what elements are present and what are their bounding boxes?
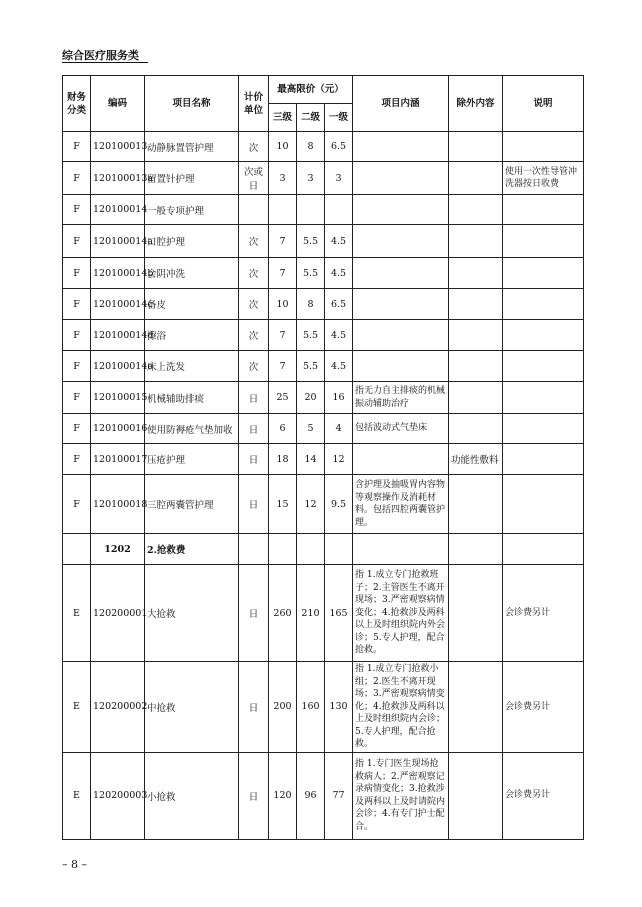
cell-content: 包括波动式气垫床 [353, 414, 449, 444]
cell-name: 留置针护理 [145, 162, 239, 195]
cell-code: 120200002 [91, 662, 145, 753]
table-row [63, 752, 584, 839]
cell-code: 120100014b [91, 258, 145, 289]
cell-excluded [449, 534, 503, 565]
cell-name: 使用防褥疮气垫加收 [145, 414, 239, 444]
cell-content [353, 444, 449, 475]
cell-name: 口腔护理 [145, 225, 239, 258]
col-header-code: 编码 [91, 76, 145, 132]
cell-code: 120100013a [91, 162, 145, 195]
cell-excluded [449, 752, 503, 839]
cell-unit: 次 [239, 258, 269, 289]
cell-price-level2: 5.5 [297, 351, 325, 382]
cell-code: 120100017 [91, 444, 145, 475]
cell-price-level1 [325, 195, 353, 225]
table-row [63, 162, 584, 195]
cell-price-level3: 18 [269, 444, 297, 475]
cell-note [503, 475, 584, 534]
cell-price-level2: 210 [297, 565, 325, 662]
cell-note [503, 225, 584, 258]
cell-name: 会阴冲洗 [145, 258, 239, 289]
cell-price-level1: 9.5 [325, 475, 353, 534]
cell-category: F [63, 162, 91, 195]
cell-price-level1 [325, 534, 353, 565]
cell-name: 擦浴 [145, 320, 239, 351]
cell-content [353, 351, 449, 382]
cell-content [353, 289, 449, 320]
cell-price-level3 [269, 534, 297, 565]
cell-content: 指 1.专门医生现场抢救病人；2.严密观察记录病情变化；3.抢救涉及两科以上及时请院内会诊；4.有专门护士配合。 [353, 752, 449, 839]
cell-unit: 日 [239, 565, 269, 662]
cell-name: 小抢救 [145, 752, 239, 839]
cell-category: F [63, 444, 91, 475]
cell-unit: 次 [239, 289, 269, 320]
cell-category: E [63, 565, 91, 662]
cell-category [63, 534, 91, 565]
cell-price-level1: 77 [325, 752, 353, 839]
cell-unit: 次或日 [239, 162, 269, 195]
cell-category: F [63, 289, 91, 320]
cell-excluded [449, 662, 503, 753]
cell-note [503, 258, 584, 289]
cell-category: F [63, 382, 91, 414]
cell-unit: 日 [239, 475, 269, 534]
cell-code: 120100015 [91, 382, 145, 414]
page-number: – 8 – [62, 858, 87, 871]
cell-content: 指 1.成立专门抢救班子；2.主管医生不离开现场；3.严密观察病情变化；4.抢救涉及两科以上及时组织院内外会诊；5.专人护理，配合抢救。 [353, 565, 449, 662]
cell-note: 会诊费另计 [503, 752, 584, 839]
cell-code: 120100016 [91, 414, 145, 444]
fee-table-body [63, 132, 584, 840]
cell-price-level3: 7 [269, 351, 297, 382]
cell-excluded [449, 195, 503, 225]
cell-note [503, 534, 584, 565]
cell-price-level3: 10 [269, 132, 297, 162]
cell-price-level3: 120 [269, 752, 297, 839]
cell-content: 指无力自主排痰的机械振动辅助治疗 [353, 382, 449, 414]
cell-category: F [63, 475, 91, 534]
cell-excluded [449, 132, 503, 162]
cell-price-level1: 4 [325, 414, 353, 444]
cell-unit: 日 [239, 382, 269, 414]
cell-price-level1: 6.5 [325, 289, 353, 320]
table-row [63, 444, 584, 475]
cell-name: 中抢救 [145, 662, 239, 753]
cell-price-level1: 4.5 [325, 258, 353, 289]
cell-category: F [63, 320, 91, 351]
cell-excluded [449, 258, 503, 289]
cell-code: 120100014a [91, 225, 145, 258]
cell-note: 会诊费另计 [503, 565, 584, 662]
cell-price-level1: 16 [325, 382, 353, 414]
col-header-unit: 计价单位 [239, 76, 269, 132]
cell-code: 120100013 [91, 132, 145, 162]
cell-excluded [449, 320, 503, 351]
table-row [63, 225, 584, 258]
cell-name: 备皮 [145, 289, 239, 320]
cell-unit: 日 [239, 662, 269, 753]
cell-excluded [449, 162, 503, 195]
cell-price-level3: 7 [269, 225, 297, 258]
cell-name: 动静脉置管护理 [145, 132, 239, 162]
cell-price-level3: 260 [269, 565, 297, 662]
table-row [63, 565, 584, 662]
cell-price-level2: 3 [297, 162, 325, 195]
cell-category: E [63, 662, 91, 753]
cell-unit: 日 [239, 752, 269, 839]
cell-note [503, 414, 584, 444]
cell-price-level3: 200 [269, 662, 297, 753]
cell-note [503, 382, 584, 414]
cell-code: 120100014c [91, 289, 145, 320]
cell-excluded [449, 414, 503, 444]
cell-code: 120200003 [91, 752, 145, 839]
table-row [63, 195, 584, 225]
table-row [63, 475, 584, 534]
table-row [63, 382, 584, 414]
cell-price-level1: 165 [325, 565, 353, 662]
cell-note [503, 289, 584, 320]
cell-price-level3 [269, 195, 297, 225]
header-underline [62, 62, 148, 63]
table-row [63, 662, 584, 753]
cell-price-level1: 4.5 [325, 351, 353, 382]
col-header-level1: 一级 [325, 104, 353, 132]
cell-name: 床上洗发 [145, 351, 239, 382]
col-header-name: 项目名称 [145, 76, 239, 132]
cell-note [503, 195, 584, 225]
cell-price-level1: 12 [325, 444, 353, 475]
cell-price-level3: 25 [269, 382, 297, 414]
table-row [63, 414, 584, 444]
table-row [63, 351, 584, 382]
cell-price-level1: 3 [325, 162, 353, 195]
table-row [63, 132, 584, 162]
cell-note: 使用一次性导管冲洗器按日收费 [503, 162, 584, 195]
cell-name: 一般专项护理 [145, 195, 239, 225]
cell-unit: 日 [239, 444, 269, 475]
cell-price-level2: 5.5 [297, 320, 325, 351]
cell-price-level1: 130 [325, 662, 353, 753]
cell-price-level3: 3 [269, 162, 297, 195]
fee-table [62, 75, 584, 840]
table-row [63, 320, 584, 351]
cell-price-level2: 5.5 [297, 258, 325, 289]
cell-note [503, 351, 584, 382]
cell-excluded: 功能性敷料 [449, 444, 503, 475]
cell-price-level2 [297, 195, 325, 225]
cell-unit: 次 [239, 320, 269, 351]
cell-content [353, 258, 449, 289]
cell-content [353, 534, 449, 565]
cell-name: 三腔两囊管护理 [145, 475, 239, 534]
cell-name: 压疮护理 [145, 444, 239, 475]
col-header-excluded: 除外内容 [449, 76, 503, 132]
cell-content [353, 320, 449, 351]
cell-price-level3: 15 [269, 475, 297, 534]
cell-price-level3: 10 [269, 289, 297, 320]
cell-price-level2 [297, 534, 325, 565]
cell-price-level2: 14 [297, 444, 325, 475]
cell-category: F [63, 414, 91, 444]
cell-category: E [63, 752, 91, 839]
col-header-note: 说明 [503, 76, 584, 132]
cell-category: F [63, 225, 91, 258]
cell-price-level2: 5.5 [297, 225, 325, 258]
cell-price-level2: 160 [297, 662, 325, 753]
cell-content: 指 1.成立专门抢救小组；2.医生不离开现场；3.严密观察病情变化；4.抢救涉及两科以上及时组织院内会诊；5.专人护理，配合抢救。 [353, 662, 449, 753]
cell-price-level3: 7 [269, 320, 297, 351]
section-header: 综合医疗服务类 [62, 49, 139, 62]
cell-note [503, 320, 584, 351]
cell-excluded [449, 475, 503, 534]
cell-excluded [449, 565, 503, 662]
cell-unit [239, 534, 269, 565]
cell-unit: 次 [239, 225, 269, 258]
cell-price-level3: 7 [269, 258, 297, 289]
cell-category: F [63, 351, 91, 382]
cell-price-level3: 6 [269, 414, 297, 444]
cell-price-level2: 96 [297, 752, 325, 839]
cell-content [353, 162, 449, 195]
cell-content [353, 195, 449, 225]
cell-code: 120100014 [91, 195, 145, 225]
col-header-level3: 三级 [269, 104, 297, 132]
cell-price-level2: 8 [297, 132, 325, 162]
col-header-content: 项目内涵 [353, 76, 449, 132]
cell-excluded [449, 382, 503, 414]
col-header-level2: 二级 [297, 104, 325, 132]
cell-note: 会诊费另计 [503, 662, 584, 753]
cell-code: 120100014e [91, 351, 145, 382]
cell-content [353, 225, 449, 258]
cell-content: 含护理及抽吸胃内容物等观察操作及消耗材料。包括四腔两囊管护理。 [353, 475, 449, 534]
cell-price-level1: 4.5 [325, 225, 353, 258]
col-header-max-price: 最高限价（元） [269, 76, 353, 104]
cell-excluded [449, 289, 503, 320]
cell-price-level1: 6.5 [325, 132, 353, 162]
cell-excluded [449, 225, 503, 258]
cell-code: 120200001 [91, 565, 145, 662]
cell-category: F [63, 195, 91, 225]
cell-unit: 次 [239, 132, 269, 162]
cell-code: 120100018 [91, 475, 145, 534]
cell-name: 2.抢救费 [145, 534, 239, 565]
cell-code: 1202 [91, 534, 145, 565]
cell-price-level2: 12 [297, 475, 325, 534]
cell-excluded [449, 351, 503, 382]
table-row [63, 289, 584, 320]
cell-category: F [63, 132, 91, 162]
cell-price-level2: 8 [297, 289, 325, 320]
cell-content [353, 132, 449, 162]
cell-name: 大抢救 [145, 565, 239, 662]
cell-code: 120100014d [91, 320, 145, 351]
cell-unit: 日 [239, 414, 269, 444]
table-row [63, 534, 584, 565]
cell-unit [239, 195, 269, 225]
cell-price-level2: 5 [297, 414, 325, 444]
cell-note [503, 444, 584, 475]
cell-price-level1: 4.5 [325, 320, 353, 351]
cell-category: F [63, 258, 91, 289]
cell-unit: 次 [239, 351, 269, 382]
cell-price-level2: 20 [297, 382, 325, 414]
col-header-category: 财务分类 [63, 76, 91, 132]
cell-name: 机械辅助排痰 [145, 382, 239, 414]
cell-note [503, 132, 584, 162]
table-row [63, 258, 584, 289]
